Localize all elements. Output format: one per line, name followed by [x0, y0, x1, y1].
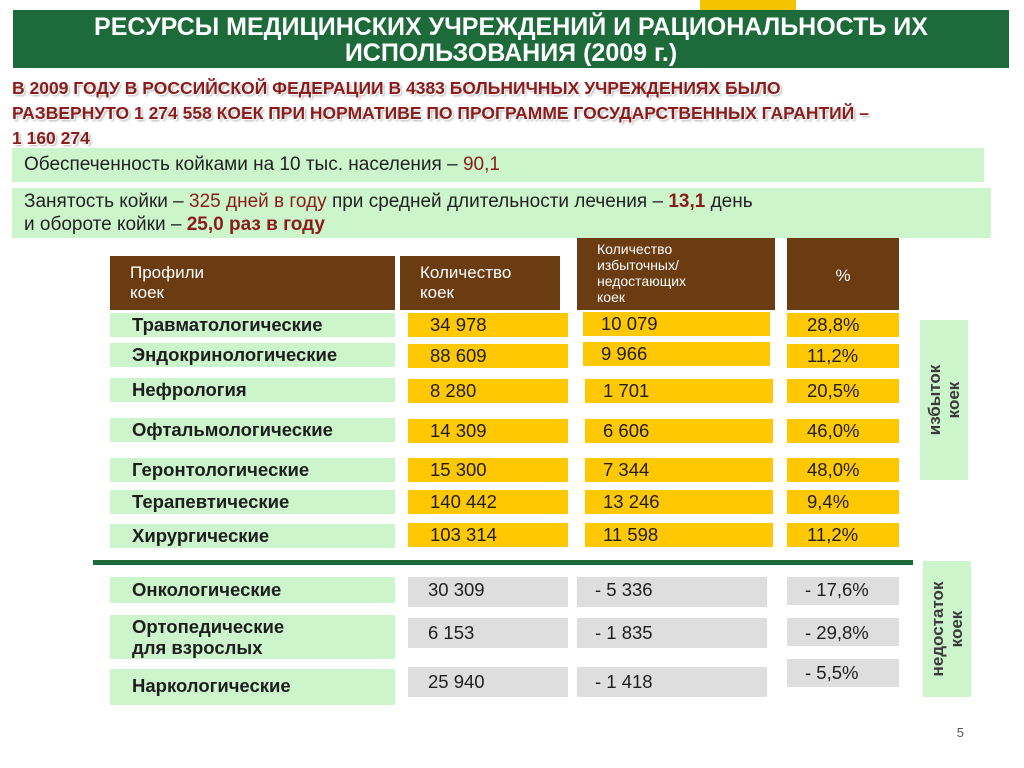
- bed-provision-label: Обеспеченность койками на 10 тыс. населения –: [24, 154, 463, 175]
- section-divider: [93, 560, 913, 565]
- bed-count: 30 309: [408, 577, 568, 607]
- profile-name: Хирургические: [110, 524, 395, 548]
- header-excess-line-3: недостающих: [597, 273, 687, 289]
- header-percent: [787, 238, 899, 310]
- bed-count: 34 978: [408, 313, 568, 337]
- header-excess-line-4: коек: [597, 289, 625, 305]
- shortage-label-line-1: недостаток: [928, 581, 947, 677]
- profile-name: Онкологические: [110, 577, 395, 603]
- bed-percent: - 29,8%: [787, 618, 899, 646]
- bed-percent: 20,5%: [787, 379, 899, 403]
- summary-text: [12, 76, 1012, 151]
- bed-percent: - 17,6%: [787, 577, 899, 605]
- bed-percent: 48,0%: [787, 458, 899, 482]
- occupancy-days-value: 325 дней в году: [189, 191, 327, 212]
- header-excess-line-1: Количество: [597, 241, 673, 257]
- profile-name: Терапевтические: [110, 490, 395, 514]
- profile-name-line-1: Ортопедические: [132, 616, 285, 637]
- bed-percent: 46,0%: [787, 419, 899, 443]
- profile-name: Наркологические: [110, 669, 395, 705]
- profile-name: Эндокринологические: [110, 343, 395, 367]
- shortage-label-line-2: коек: [947, 610, 966, 648]
- profile-name: Нефрология: [110, 378, 395, 402]
- occupancy-label: Занятость койки –: [24, 191, 190, 212]
- shortage-beds-label: [923, 561, 971, 697]
- bed-difference: 11 598: [585, 523, 773, 547]
- bed-difference: - 1 835: [577, 618, 767, 648]
- header-count-line-2: коек: [420, 283, 454, 302]
- title-line-2: ИСПОЛЬЗОВАНИЯ (2009 г.): [344, 39, 678, 67]
- slide-title: [13, 10, 1009, 68]
- bed-count: 8 280: [408, 379, 568, 403]
- shortage-beds-text: [928, 582, 966, 677]
- treatment-label: при средней длительности лечения –: [326, 191, 669, 212]
- bed-count: 6 153: [408, 618, 568, 648]
- occupancy-line-1: [24, 190, 991, 213]
- header-profile-line-1: Профили: [130, 263, 205, 282]
- profile-name: Геронтологические: [110, 458, 395, 482]
- bed-count: 103 314: [408, 523, 568, 547]
- treatment-days-value: 13,1: [668, 191, 706, 212]
- bed-difference: 7 344: [585, 458, 773, 482]
- turnover-value: 25,0 раз в году: [186, 214, 325, 235]
- occupancy-line-2: [24, 213, 991, 236]
- turnover-label: и обороте койки –: [24, 214, 187, 235]
- treatment-unit: день: [705, 191, 753, 212]
- profile-name: Офтальмологические: [110, 418, 395, 442]
- summary-line-3: 1 160 274: [12, 128, 90, 148]
- accent-bar: [700, 0, 796, 10]
- bed-difference: 1 701: [585, 379, 773, 403]
- header-excess-line-2: избыточных/: [597, 257, 679, 273]
- profile-name-line-2: для взрослых: [132, 637, 263, 658]
- bed-count: 14 309: [408, 419, 568, 443]
- bed-provision-box: [12, 148, 984, 182]
- bed-count: 25 940: [408, 667, 568, 697]
- bed-provision-value: 90,1: [462, 154, 500, 175]
- bed-difference: - 1 418: [577, 667, 767, 697]
- header-count-line-1: Количество: [420, 263, 512, 282]
- header-count: [400, 256, 560, 310]
- bed-count: 88 609: [408, 344, 568, 368]
- header-profile: [110, 256, 395, 310]
- bed-percent: 9,4%: [787, 490, 899, 514]
- bed-percent: 11,2%: [787, 344, 899, 368]
- bed-count: 15 300: [408, 458, 568, 482]
- profile-name: Травматологические: [110, 313, 395, 337]
- bed-difference: 13 246: [585, 490, 773, 514]
- excess-label-line-1: избыток: [925, 364, 944, 436]
- bed-percent: - 5,5%: [787, 659, 899, 687]
- profile-name: [110, 615, 395, 659]
- bed-difference: 9 966: [583, 342, 770, 366]
- summary-line-1: В 2009 ГОДУ В РОССИЙСКОЙ ФЕДЕРАЦИИ В 4383 БОЛЬНИЧНЫХ УЧРЕЖДЕНИЯХ БЫЛО: [12, 78, 781, 98]
- bed-count: 140 442: [408, 490, 568, 514]
- header-profile-line-2: коек: [130, 283, 164, 302]
- bed-difference: 10 079: [583, 312, 770, 336]
- bed-occupancy-box: [12, 188, 991, 238]
- excess-beds-label: [920, 320, 968, 480]
- bed-difference: 6 606: [585, 419, 773, 443]
- excess-label-line-2: коек: [944, 381, 963, 419]
- title-line-1: РЕСУРСЫ МЕДИЦИНСКИХ УЧРЕЖДЕНИЙ И РАЦИОНАЛЬНОСТЬ ИХ: [94, 13, 928, 41]
- summary-line-2: РАЗВЕРНУТО 1 274 558 КОЕК ПРИ НОРМАТИВЕ ПО ПРОГРАММЕ ГОСУДАРСТВЕННЫХ ГАРАНТИЙ –: [12, 103, 869, 123]
- header-excess: [577, 238, 775, 310]
- excess-beds-text: [925, 365, 963, 436]
- bed-percent: 28,8%: [787, 313, 899, 337]
- page-number: 5: [956, 725, 964, 740]
- bed-percent: 11,2%: [787, 523, 899, 547]
- header-percent-label: %: [835, 266, 851, 285]
- bed-difference: - 5 336: [577, 577, 767, 607]
